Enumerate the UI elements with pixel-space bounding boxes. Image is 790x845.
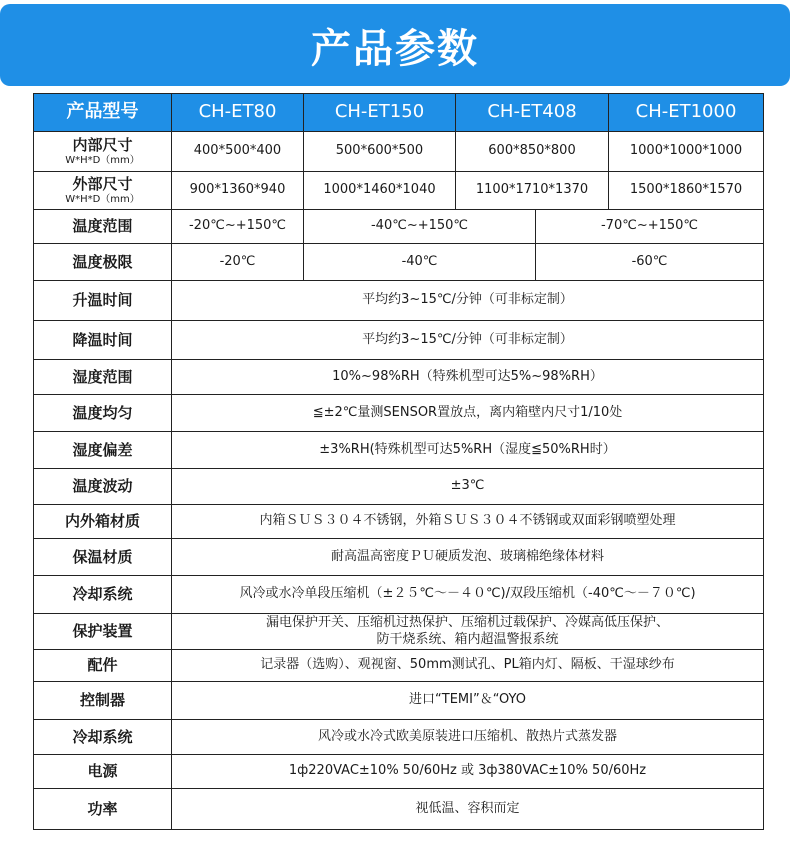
table-row	[34, 650, 764, 682]
model-cell: CH-ET80	[172, 94, 304, 132]
table-row	[34, 576, 764, 614]
value-cell: 风冷或水冷式欧美原装进口压缩机、散热片式蒸发器	[172, 720, 764, 755]
value-cell: 耐高温高密度ＰＵ硬质发泡、玻璃棉绝缘体材料	[172, 539, 764, 576]
value-cell: 视低温、容积而定	[172, 789, 764, 830]
table-row	[34, 210, 764, 244]
row-label: 温度范围	[34, 210, 172, 244]
value-cell: 平均约3~15℃/分钟（可非标定制）	[172, 281, 764, 321]
row-unit: W*H*D（mm）	[65, 193, 140, 205]
table-row	[34, 720, 764, 755]
table-row	[34, 505, 764, 539]
row-label: 升温时间	[34, 281, 172, 321]
table-row	[34, 132, 764, 172]
value-cell: ±3℃	[172, 469, 764, 505]
row-label: 降温时间	[34, 321, 172, 360]
row-label	[34, 172, 172, 210]
value-cell: 风冷或水冷单段压缩机（±２５℃～－４０℃)/双段压缩机（-40℃～－７０℃)	[172, 576, 764, 614]
value-cell: 900*1360*940	[172, 172, 304, 210]
value-cell: 10%~98%RH（特殊机型可达5%~98%RH）	[172, 360, 764, 395]
value-cell: 400*500*400	[172, 132, 304, 172]
table-row	[34, 172, 764, 210]
value-cell: -70℃~+150℃	[536, 210, 764, 244]
value-cell: 记录器（选购）、观视窗、50mm测试孔、PL箱内灯、隔板、干湿球纱布	[172, 650, 764, 682]
table-row	[34, 432, 764, 469]
table-row	[34, 614, 764, 650]
page-title: 产品参数	[311, 25, 479, 72]
value-cell: 1000*1000*1000	[609, 132, 764, 172]
value-cell: -40℃	[304, 244, 536, 281]
value-cell: -20℃	[172, 244, 304, 281]
row-label: 湿度范围	[34, 360, 172, 395]
value-cell: ≦±2℃量测SENSOR置放点，离内箱壁内尺寸1/10处	[172, 395, 764, 432]
value-cell: ±3%RH(特殊机型可达5%RH（湿度≦50%RH时）	[172, 432, 764, 469]
row-label: 湿度偏差	[34, 432, 172, 469]
value-cell: 内箱ＳＵＳ３０４不锈钢，外箱ＳＵＳ３０４不锈钢或双面彩钢喷塑处理	[172, 505, 764, 539]
row-label: 温度均匀	[34, 395, 172, 432]
row-label: 温度波动	[34, 469, 172, 505]
table-row	[34, 539, 764, 576]
table-row	[34, 755, 764, 789]
table-row	[34, 682, 764, 720]
row-label: 电源	[34, 755, 172, 789]
value-cell: 1000*1460*1040	[304, 172, 456, 210]
row-label	[34, 132, 172, 172]
table-row	[34, 360, 764, 395]
value-cell: -40℃~+150℃	[304, 210, 536, 244]
title-banner	[0, 4, 790, 86]
row-label-text: 外部尺寸	[72, 174, 133, 193]
value-cell: 500*600*500	[304, 132, 456, 172]
value-cell: 平均约3~15℃/分钟（可非标定制）	[172, 321, 764, 360]
table-row	[34, 281, 764, 321]
value-cell: -20℃~+150℃	[172, 210, 304, 244]
table-row	[34, 321, 764, 360]
value-cell: 1500*1860*1570	[609, 172, 764, 210]
table-header-row	[34, 94, 764, 132]
value-cell: 1100*1710*1370	[456, 172, 609, 210]
row-label: 冷却系统	[34, 576, 172, 614]
row-label: 冷却系统	[34, 720, 172, 755]
value-cell: 600*850*800	[456, 132, 609, 172]
row-label: 配件	[34, 650, 172, 682]
table-row	[34, 395, 764, 432]
value-cell: 进口“TEMI”＆“OYO	[172, 682, 764, 720]
row-label: 保护装置	[34, 614, 172, 650]
row-label: 内外箱材质	[34, 505, 172, 539]
model-cell: CH-ET408	[456, 94, 609, 132]
value-cell: 漏电保护开关、压缩机过热保护、压缩机过载保护、冷媒高低压保护、防干烧系统、箱内超温警报系统	[172, 614, 764, 650]
value-cell: 1ф220VAC±10% 50/60Hz 或 3ф380VAC±10% 50/60Hz	[172, 755, 764, 789]
table-row	[34, 469, 764, 505]
row-label: 保温材质	[34, 539, 172, 576]
header-label: 产品型号	[34, 94, 172, 132]
table-row	[34, 789, 764, 830]
row-label-text: 内部尺寸	[72, 135, 133, 154]
spec-table	[33, 93, 764, 830]
value-cell: -60℃	[536, 244, 764, 281]
row-unit: W*H*D（mm）	[65, 154, 140, 166]
table-row	[34, 244, 764, 281]
row-label: 温度极限	[34, 244, 172, 281]
row-label: 功率	[34, 789, 172, 830]
model-cell: CH-ET1000	[609, 94, 764, 132]
model-cell: CH-ET150	[304, 94, 456, 132]
row-label: 控制器	[34, 682, 172, 720]
